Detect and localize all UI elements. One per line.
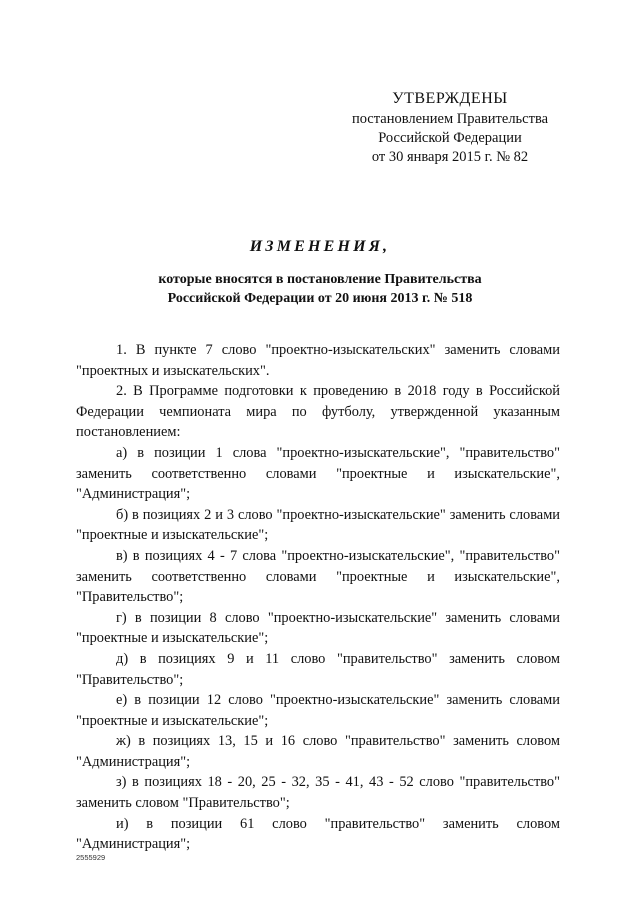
paragraph-item-zh: ж) в позициях 13, 15 и 16 слово "правительство" заменить словом "Администрация";: [76, 733, 560, 770]
paragraph-item-v: в) в позициях 4 - 7 слова "проектно-изыскательские", "правительство" заменить соответственно словами "проектные и изыскательские", "Правительство";: [76, 547, 560, 606]
approval-heading: УТВЕРЖДЕНЫ: [392, 90, 508, 107]
document-title: ИЗМЕНЕНИЯ,: [249, 238, 391, 255]
paragraph-item-a: а) в позиции 1 слова "проектно-изыскательские", "правительство" заменить соответственно словами "проектные и изыскательские", "Администрация";: [76, 444, 560, 503]
subtitle-line-1: которые вносятся в постановление Правительства: [158, 272, 482, 287]
paragraph-1: 1. В пункте 7 слово "проектно-изыскательских" заменить словами "проектных и изыскательских".: [76, 342, 560, 379]
paragraph-item-e: е) в позиции 12 слово "проектно-изыскательские" заменить словами "проектные и изыскательские";: [76, 692, 560, 729]
paragraph-item-z: з) в позициях 18 - 20, 25 - 32, 35 - 41, 43 - 52 слово "правительство" заменить словом "Правительство";: [76, 774, 560, 812]
document-subtitle: [90, 270, 550, 308]
paragraph-2: 2. В Программе подготовки к проведению в 2018 году в Российской Федерации чемпионата мира по футболу, утвержденной указанным постановлением:: [76, 383, 560, 441]
document-code: 2555929: [76, 853, 106, 862]
document-title-block: [90, 238, 550, 308]
approval-block: [340, 88, 560, 167]
document-body: [76, 340, 560, 855]
approval-line-3: от 30 января 2015 г. № 82: [371, 149, 529, 165]
paragraph-item-d: д) в позициях 9 и 11 слово "правительство" заменить словом "Правительство";: [76, 650, 560, 688]
paragraph-item-i: и) в позиции 61 слово "правительство" заменить словом "Администрация";: [76, 815, 560, 853]
approval-line-1: постановлением Правительства: [351, 111, 549, 127]
approval-line-2: Российской Федерации: [378, 130, 522, 146]
paragraph-item-g: г) в позиции 8 слово "проектно-изыскательские" заменить словами "проектные и изыскательские";: [76, 609, 560, 647]
paragraph-item-b: б) в позициях 2 и 3 слово "проектно-изыскательские" заменить словами "проектные и изыскательские";: [76, 506, 560, 544]
subtitle-line-2: Российской Федерации от 20 июня 2013 г. № 518: [167, 291, 473, 306]
